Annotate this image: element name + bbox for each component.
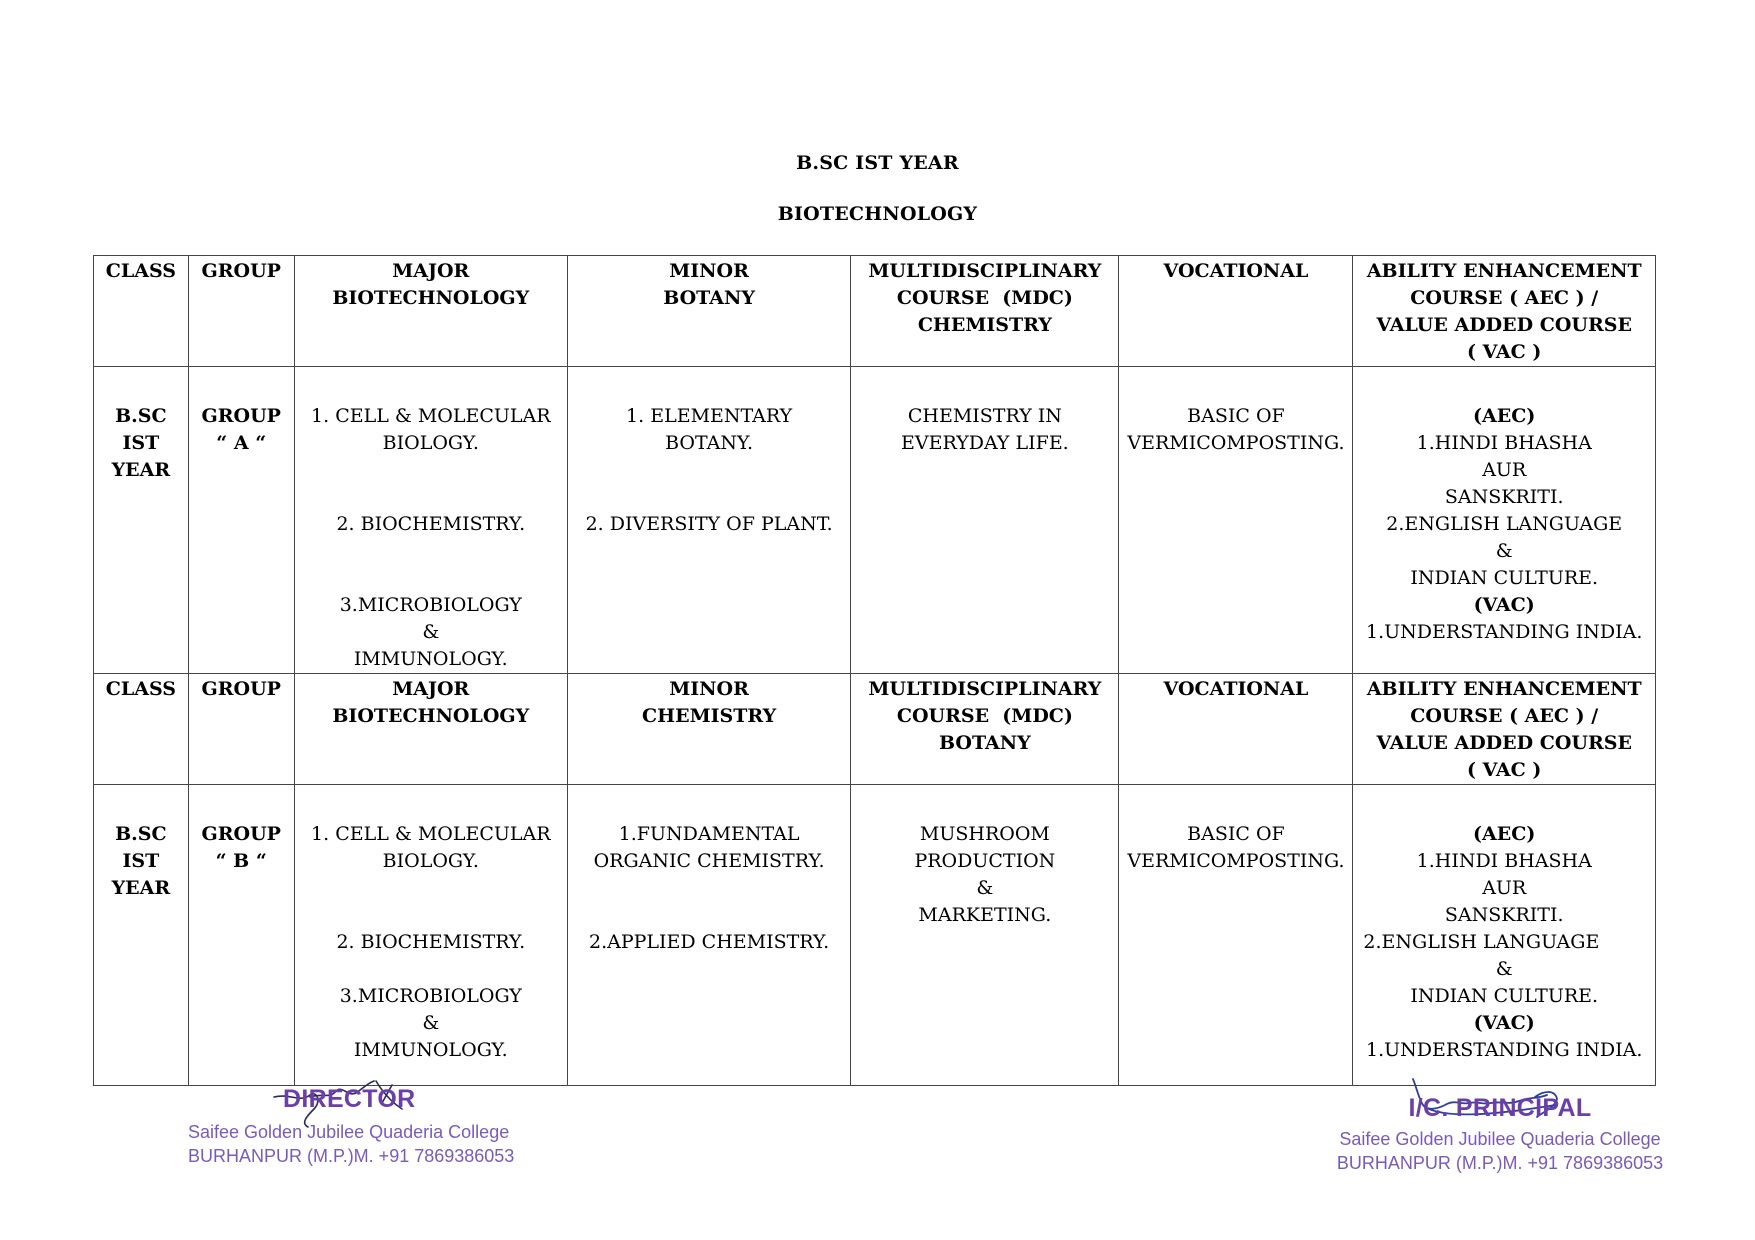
aec-item: AUR — [1482, 877, 1527, 899]
header-mdc — [851, 256, 1119, 367]
header-mdc-line: MULTIDISCIPLINARY — [868, 678, 1102, 700]
major-item: BIOLOGY. — [382, 850, 479, 872]
major-item: 3.MICROBIOLOGY — [339, 985, 522, 1007]
group-line: “ A “ — [216, 432, 267, 454]
table-row-group-b — [94, 785, 1656, 1086]
vocational-item: BASIC OF — [1187, 823, 1285, 845]
vac-label: (VAC) — [1473, 1012, 1535, 1034]
document-subtitle: BIOTECHNOLOGY — [777, 203, 978, 225]
class-line: YEAR — [111, 877, 171, 899]
table-row-group-a — [94, 367, 1656, 674]
header-minor-line: MINOR — [669, 260, 749, 282]
director-stamp — [188, 1085, 515, 1168]
vac-label: (VAC) — [1473, 594, 1535, 616]
major-item: IMMUNOLOGY. — [353, 1039, 508, 1061]
minor-item: 1.FUNDAMENTAL — [618, 823, 800, 845]
header-vocational: VOCATIONAL — [1119, 256, 1353, 367]
cell-class — [94, 367, 189, 674]
mdc-item: MARKETING. — [918, 904, 1052, 926]
header-mdc — [851, 674, 1119, 785]
mdc-item: EVERYDAY LIFE. — [901, 432, 1069, 454]
aec-label: (AEC) — [1473, 823, 1536, 845]
cell-mdc — [851, 367, 1119, 674]
class-line: B.SC — [115, 823, 167, 845]
group-line: GROUP — [201, 405, 281, 427]
major-item: 1. CELL & MOLECULAR — [311, 823, 551, 845]
aec-item: 1.HINDI BHASHA — [1416, 432, 1592, 454]
header-aec-line: ABILITY ENHANCEMENT — [1366, 678, 1642, 700]
header-major — [294, 256, 567, 367]
vocational-item: BASIC OF — [1187, 405, 1285, 427]
header-major-line: MAJOR — [392, 678, 470, 700]
mdc-item: MUSHROOM — [919, 823, 1050, 845]
header-minor — [567, 256, 850, 367]
header-class: CLASS — [94, 256, 189, 367]
group-line: “ B “ — [215, 850, 267, 872]
mdc-item: PRODUCTION — [914, 850, 1056, 872]
major-item: 2. BIOCHEMISTRY. — [336, 931, 526, 953]
header-aec — [1353, 674, 1656, 785]
header-mdc-line: BOTANY — [939, 732, 1031, 754]
aec-item: & — [1495, 958, 1513, 980]
header-major-line: BIOTECHNOLOGY — [332, 705, 530, 727]
header-vocational: VOCATIONAL — [1119, 674, 1353, 785]
principal-title: I/C. PRINCIPAL — [1408, 1094, 1592, 1122]
aec-item: & — [1495, 540, 1513, 562]
cell-minor — [567, 785, 850, 1086]
table-header-row-b — [94, 674, 1656, 785]
class-line: IST — [122, 432, 160, 454]
principal-stamp — [1330, 1094, 1670, 1175]
vocational-item: VERMICOMPOSTING. — [1127, 850, 1345, 872]
document-title: B.SC IST YEAR — [796, 152, 959, 174]
aec-item: 2.ENGLISH LANGUAGE — [1386, 513, 1623, 535]
cell-minor — [567, 367, 850, 674]
header-group: GROUP — [188, 674, 294, 785]
header-mdc-line: CHEMISTRY — [917, 314, 1052, 336]
cell-major — [294, 367, 567, 674]
class-line: B.SC — [115, 405, 167, 427]
header-major-line: BIOTECHNOLOGY — [332, 287, 530, 309]
cell-vocational — [1119, 785, 1353, 1086]
principal-college: Saifee Golden Jubilee Quaderia College — [1339, 1129, 1661, 1149]
director-address: BURHANPUR (M.P.)M. +91 7869386053 — [188, 1146, 515, 1166]
header-aec-line: VALUE ADDED COURSE — [1376, 732, 1632, 754]
header-aec-line: ABILITY ENHANCEMENT — [1366, 260, 1642, 282]
header-group: GROUP — [188, 256, 294, 367]
major-item: & — [422, 1012, 440, 1034]
header-class: CLASS — [94, 674, 189, 785]
aec-item: 2.ENGLISH LANGUAGE — [1363, 931, 1600, 953]
class-line: YEAR — [111, 459, 171, 481]
header-aec-line: COURSE ( AEC ) / — [1410, 705, 1599, 727]
minor-item: 2.APPLIED CHEMISTRY. — [589, 931, 830, 953]
cell-group — [188, 785, 294, 1086]
header-aec-line: ( VAC ) — [1467, 341, 1542, 363]
cell-mdc — [851, 785, 1119, 1086]
header-mdc-line: COURSE (MDC) — [896, 705, 1073, 727]
header-major-line: MAJOR — [392, 260, 470, 282]
cell-class — [94, 785, 189, 1086]
table-header-row-a — [94, 256, 1656, 367]
aec-item: SANSKRITI. — [1444, 904, 1564, 926]
group-line: GROUP — [201, 823, 281, 845]
vac-item: 1.UNDERSTANDING INDIA. — [1366, 621, 1643, 643]
aec-item: 1.HINDI BHASHA — [1416, 850, 1592, 872]
cell-aec — [1353, 367, 1656, 674]
major-item: BIOLOGY. — [382, 432, 479, 454]
minor-item: BOTANY. — [665, 432, 754, 454]
major-item: IMMUNOLOGY. — [353, 648, 508, 670]
principal-address: BURHANPUR (M.P.)M. +91 7869386053 — [1336, 1153, 1664, 1173]
director-title: DIRECTOR — [283, 1085, 416, 1113]
header-minor-line: CHEMISTRY — [642, 705, 777, 727]
cell-major — [294, 785, 567, 1086]
major-item: & — [422, 621, 440, 643]
major-item: 2. BIOCHEMISTRY. — [336, 513, 526, 535]
aec-item: AUR — [1482, 459, 1527, 481]
cell-group — [188, 367, 294, 674]
header-aec-line: ( VAC ) — [1467, 759, 1542, 781]
header-minor-line: BOTANY — [663, 287, 755, 309]
course-table — [93, 255, 1656, 1086]
minor-item: ORGANIC CHEMISTRY. — [593, 850, 825, 872]
header-aec-line: VALUE ADDED COURSE — [1376, 314, 1632, 336]
mdc-item: & — [976, 877, 994, 899]
director-college: Saifee Golden Jubilee Quaderia College — [188, 1122, 510, 1142]
minor-item: 1. ELEMENTARY — [626, 405, 793, 427]
major-item: 1. CELL & MOLECULAR — [311, 405, 551, 427]
header-major — [294, 674, 567, 785]
aec-label: (AEC) — [1473, 405, 1536, 427]
aec-item: SANSKRITI. — [1444, 486, 1564, 508]
aec-item: INDIAN CULTURE. — [1410, 567, 1599, 589]
vocational-item: VERMICOMPOSTING. — [1127, 432, 1345, 454]
header-mdc-line: COURSE (MDC) — [896, 287, 1073, 309]
cell-aec — [1353, 785, 1656, 1086]
header-aec-line: COURSE ( AEC ) / — [1410, 287, 1599, 309]
header-aec — [1353, 256, 1656, 367]
mdc-item: CHEMISTRY IN — [907, 405, 1062, 427]
class-line: IST — [122, 850, 160, 872]
header-minor — [567, 674, 850, 785]
minor-item: 2. DIVERSITY OF PLANT. — [585, 513, 833, 535]
cell-vocational — [1119, 367, 1353, 674]
header-minor-line: MINOR — [669, 678, 749, 700]
major-item: 3.MICROBIOLOGY — [339, 594, 522, 616]
vac-item: 1.UNDERSTANDING INDIA. — [1366, 1039, 1643, 1061]
header-mdc-line: MULTIDISCIPLINARY — [868, 260, 1102, 282]
aec-item: INDIAN CULTURE. — [1410, 985, 1599, 1007]
